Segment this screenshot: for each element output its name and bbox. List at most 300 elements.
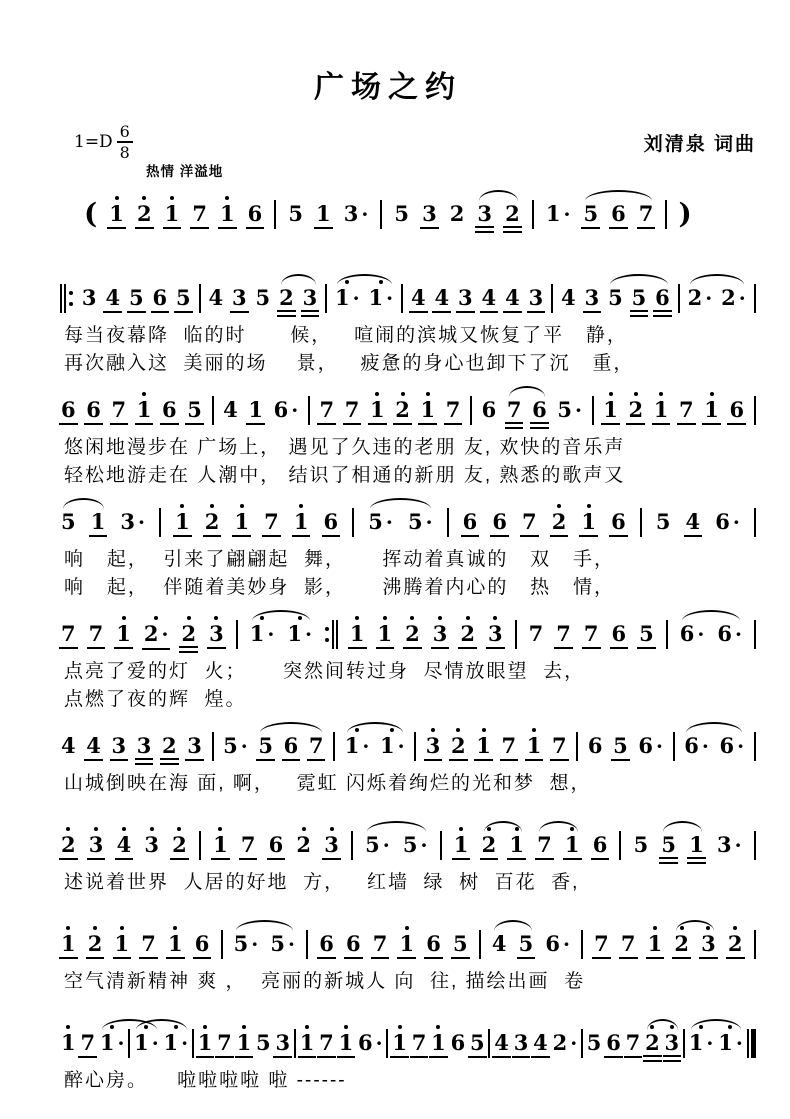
barline <box>221 930 223 959</box>
key-text: 1=D <box>74 132 113 152</box>
system <box>60 502 756 602</box>
note-digit: 5 <box>661 832 677 857</box>
note <box>319 1023 334 1063</box>
note <box>237 1023 252 1063</box>
note <box>241 825 256 865</box>
note-digit: 1 <box>335 285 350 310</box>
repeat-dots <box>69 291 73 306</box>
note-digit: 7 <box>522 509 537 534</box>
lyric-line: 述说着世界 人居的好地 方， 红墙 绿 树 百花 香, <box>64 872 580 893</box>
note <box>411 278 426 318</box>
note-digit: 3 <box>232 285 247 310</box>
barline <box>236 620 238 649</box>
note <box>192 194 207 234</box>
duration-dot: · <box>382 833 390 857</box>
notes-row <box>60 825 756 869</box>
note <box>345 390 360 430</box>
duration-dot: · <box>161 622 169 646</box>
repeat-end-barline <box>324 620 338 649</box>
note-digit: 1 <box>197 1030 213 1055</box>
note <box>153 278 168 318</box>
note <box>612 614 627 654</box>
barline <box>274 200 276 229</box>
barline <box>414 732 416 761</box>
note <box>613 726 628 766</box>
note <box>82 278 97 318</box>
bar-stroke <box>751 1029 756 1058</box>
note-digit: 3 <box>422 201 437 226</box>
note <box>162 726 177 766</box>
note-digit: 2 <box>449 201 465 226</box>
slur-arc <box>494 920 532 931</box>
barline <box>386 1029 388 1058</box>
note-digit: 2 <box>721 285 736 310</box>
note <box>654 390 669 430</box>
barline <box>479 930 481 959</box>
note-digit: 6 <box>450 1030 466 1055</box>
note-digit: 7 <box>344 397 360 422</box>
note-digit: 5 <box>394 201 410 226</box>
note-digit: 4 <box>561 285 576 310</box>
note <box>205 502 220 542</box>
note <box>557 390 582 431</box>
note <box>679 390 694 430</box>
note-digit: 1 <box>249 621 265 646</box>
note <box>593 825 608 865</box>
note <box>120 502 145 543</box>
bar-stroke <box>336 620 338 649</box>
duration-dot: · <box>697 622 705 646</box>
slur-arc <box>663 821 702 832</box>
lyric-line: 每当夜幕降 临的时 候， 喧闹的滨城又恢复了平 静， <box>64 325 628 346</box>
note <box>319 390 334 430</box>
note <box>137 194 152 234</box>
barline <box>532 200 534 229</box>
note <box>584 614 599 654</box>
note-digit: 1 <box>116 621 131 646</box>
note-digit: 6 <box>247 201 263 226</box>
slur-arc <box>281 274 316 285</box>
note-digit: 5 <box>256 1030 271 1055</box>
note <box>109 194 124 234</box>
barline <box>576 732 578 761</box>
barline <box>754 284 756 313</box>
note <box>370 390 385 430</box>
note-digit: 7 <box>240 832 256 857</box>
note-digit: 6 <box>532 397 547 422</box>
note <box>223 726 248 767</box>
note-digit: 6 <box>283 733 299 758</box>
note-digit: 1 <box>369 397 385 422</box>
barline <box>192 1029 194 1058</box>
note-digit: 2 <box>61 832 76 857</box>
note <box>274 390 299 431</box>
barline <box>754 831 756 860</box>
meta-row <box>74 120 756 164</box>
note-digit: 5 <box>270 931 285 956</box>
note-digit: 7 <box>61 621 76 646</box>
note <box>453 924 468 964</box>
duration-dot: · <box>251 932 259 956</box>
note <box>514 1023 529 1063</box>
note <box>626 1023 641 1063</box>
note-digit: 2 <box>395 397 410 422</box>
note-digit: 2 <box>279 285 294 310</box>
barline <box>199 284 201 313</box>
barline <box>306 930 308 959</box>
note-digit: 3 <box>343 201 359 226</box>
note-digit: 1 <box>134 1030 149 1055</box>
note <box>346 924 361 964</box>
note-digit: 6 <box>273 397 289 422</box>
note <box>115 924 130 964</box>
note-digit: 1 <box>379 733 395 758</box>
barline <box>352 508 354 537</box>
barline <box>640 508 642 537</box>
system <box>60 614 756 714</box>
barline <box>380 200 382 229</box>
system <box>60 1023 756 1095</box>
note <box>256 278 271 318</box>
note-digit: 4 <box>86 733 101 758</box>
note <box>552 502 567 542</box>
note-digit: 7 <box>80 1030 96 1055</box>
note-digit: 3 <box>513 1030 529 1055</box>
note <box>88 924 103 964</box>
barline <box>294 1029 296 1058</box>
note-digit: 7 <box>594 931 609 956</box>
note-digit: 2 <box>136 201 152 226</box>
note-digit: 6 <box>61 397 76 422</box>
note-digit: 5 <box>187 397 202 422</box>
note <box>61 924 76 964</box>
barline <box>678 284 680 313</box>
note-digit: 7 <box>501 733 517 758</box>
note-digit: 1 <box>234 509 250 534</box>
note-digit: 1 <box>344 733 360 758</box>
note-digit: 2 <box>505 201 520 226</box>
note-digit: 1 <box>287 621 302 646</box>
note-digit: 4 <box>223 397 238 422</box>
duration-dot: · <box>375 1031 383 1055</box>
note-digit: 1 <box>545 201 561 226</box>
note <box>638 726 663 767</box>
note-digit: 1 <box>136 397 152 422</box>
note-digit: 2 <box>551 509 567 534</box>
note <box>488 614 503 654</box>
duration-dot: · <box>361 202 369 226</box>
note <box>587 1023 602 1063</box>
duration-dot: · <box>151 1031 159 1055</box>
note-digit: 1 <box>248 397 263 422</box>
note-digit: 2 <box>460 621 476 646</box>
note <box>502 726 517 766</box>
lyric-line: 响 起， 引来了翩翩起 舞， 挥动着真诚的 双 手， <box>64 549 616 570</box>
duration-dot: · <box>420 833 428 857</box>
note <box>426 924 441 964</box>
barline <box>754 396 756 425</box>
note-digit: 1 <box>718 1030 733 1055</box>
song-title: 广场之约 <box>314 71 462 104</box>
note-digit: 2 <box>296 832 312 857</box>
duration-dot: · <box>181 1031 189 1055</box>
note-digit: 1 <box>431 1030 446 1055</box>
bar-stroke <box>64 284 66 313</box>
note <box>639 614 654 654</box>
note-digit: 5 <box>223 733 238 758</box>
note <box>80 1023 95 1063</box>
note-digit: 1 <box>704 397 719 422</box>
note-digit: 5 <box>258 733 273 758</box>
repeat-start-barline <box>60 284 74 313</box>
note <box>420 390 435 430</box>
note-digit: 2 <box>451 733 466 758</box>
note-digit: 5 <box>255 285 271 310</box>
duration-dot: · <box>735 622 742 646</box>
note <box>112 726 127 766</box>
note <box>494 1023 509 1063</box>
note-digit: 6 <box>729 397 745 422</box>
notes-row <box>60 726 756 770</box>
note-digit: 6 <box>426 931 441 956</box>
note <box>492 502 507 542</box>
note <box>476 726 491 766</box>
note <box>300 1023 315 1063</box>
note-digit: 6 <box>358 1030 373 1055</box>
note-digit: 7 <box>319 397 335 422</box>
barline <box>683 1029 685 1058</box>
slur-arc <box>252 610 310 621</box>
barline <box>754 930 756 959</box>
barline <box>308 396 310 425</box>
score <box>60 194 756 1095</box>
barline <box>619 831 621 860</box>
note-digit: 5 <box>365 832 380 857</box>
tempo-marking: 热情 洋溢地 <box>146 164 224 179</box>
note-digit: 2 <box>628 397 644 422</box>
slur-arc <box>63 498 104 509</box>
note-digit: 1 <box>476 733 491 758</box>
note-digit: 1 <box>688 1030 704 1055</box>
note <box>527 726 542 766</box>
note <box>648 924 663 964</box>
note-digit: 6 <box>592 832 608 857</box>
slur-arc <box>370 498 431 509</box>
note-digit: 2 <box>405 621 420 646</box>
note-digit: 6 <box>86 397 101 422</box>
lyric-line: 再次融入这 美丽的场 景， 疲惫的身心也卸下了沉 重， <box>64 353 635 374</box>
note <box>454 825 469 865</box>
barline <box>440 831 442 860</box>
slur-arc <box>585 190 652 201</box>
note <box>358 1023 383 1064</box>
note <box>223 390 238 430</box>
note <box>373 924 388 964</box>
barline <box>754 732 756 761</box>
note-digit: 4 <box>61 733 76 758</box>
note-digit: 6 <box>611 621 627 646</box>
note <box>451 726 466 766</box>
note-digit: 6 <box>152 285 168 310</box>
meter-denominator: 8 <box>119 143 130 162</box>
duration-dot: · <box>732 510 740 534</box>
note <box>728 924 743 964</box>
note <box>395 390 410 430</box>
note-digit: 1 <box>213 832 228 857</box>
lyric-line: 响 起， 伴随着美妙身 影， 沸腾着内心的 热 情， <box>64 577 616 598</box>
note <box>208 278 223 318</box>
note <box>176 278 191 318</box>
note <box>392 1023 407 1063</box>
barline <box>488 1029 490 1058</box>
note-digit: 6 <box>323 509 339 534</box>
note-digit: 6 <box>606 1030 621 1055</box>
note-digit: 1 <box>564 832 580 857</box>
note <box>460 614 475 654</box>
note-digit: 1 <box>453 832 469 857</box>
note-digit: 3 <box>528 285 544 310</box>
note <box>234 502 249 542</box>
note <box>165 194 180 234</box>
note-digit: 3 <box>477 201 493 226</box>
duration-dot: · <box>287 932 295 956</box>
barline <box>333 732 335 761</box>
note <box>61 1023 76 1063</box>
note-digit: 7 <box>638 201 654 226</box>
notes-row <box>84 194 692 238</box>
note-digit: 7 <box>552 733 567 758</box>
note-digit: 4 <box>208 285 224 310</box>
note <box>162 390 177 430</box>
note <box>86 390 101 430</box>
barline <box>212 396 214 425</box>
notes-row <box>60 390 756 434</box>
note <box>61 825 76 865</box>
note-digit: 6 <box>715 509 730 534</box>
barline <box>665 200 667 229</box>
note <box>470 1023 485 1063</box>
note-digit: 1 <box>689 832 704 857</box>
lyric-line: 轻松地游走在 人潮中， 结识了相通的新朋 友, 熟悉的歌声又 <box>64 465 626 486</box>
barline <box>128 1029 130 1058</box>
note <box>433 614 448 654</box>
duration-dot: · <box>267 622 275 646</box>
note <box>195 924 210 964</box>
note <box>603 390 618 430</box>
barline <box>351 831 353 860</box>
note-digit: 3 <box>716 832 732 857</box>
note-digit: 6 <box>481 397 497 422</box>
note <box>729 390 744 430</box>
note-digit: 6 <box>545 931 560 956</box>
duration-dot: · <box>362 734 370 758</box>
note-digit: 6 <box>162 397 177 422</box>
note-digit: 7 <box>319 1030 334 1055</box>
note-digit: 5 <box>128 285 144 310</box>
lyric-line: 点燃了夜的辉 煌。 <box>64 689 247 710</box>
note-digit: 1 <box>164 201 180 226</box>
note-digit: 6 <box>611 201 626 226</box>
duration-dot: · <box>397 734 405 758</box>
note <box>61 390 76 430</box>
note-digit: 7 <box>111 397 127 422</box>
notes-row <box>60 502 756 546</box>
barline <box>581 930 583 959</box>
note-digit: 2 <box>143 621 159 646</box>
notes-row <box>60 924 756 968</box>
note <box>451 1023 466 1063</box>
barline <box>754 508 756 537</box>
note-digit: 1 <box>109 201 124 226</box>
note-digit: 1 <box>316 201 331 226</box>
note <box>656 502 671 542</box>
note <box>269 825 284 865</box>
note-digit: 6 <box>268 832 284 857</box>
note-digit: 3 <box>584 285 600 310</box>
note-digit: 1 <box>392 1030 407 1055</box>
note <box>296 825 311 865</box>
slur-arc <box>539 821 578 832</box>
note <box>628 390 643 430</box>
duration-dot: · <box>735 1031 743 1055</box>
note <box>704 390 719 430</box>
note <box>634 825 649 865</box>
note-digit: 4 <box>494 1030 509 1055</box>
slur-arc <box>260 722 322 733</box>
note-digit: 7 <box>445 397 461 422</box>
note-digit: 2 <box>172 832 187 857</box>
note-digit: 1 <box>647 931 663 956</box>
note-digit: 2 <box>162 733 177 758</box>
note <box>482 390 497 430</box>
note-digit: 6 <box>462 509 478 534</box>
slur-arc <box>337 274 392 285</box>
slur-arc <box>686 722 742 733</box>
note <box>137 726 152 766</box>
duration-dot: · <box>386 286 394 310</box>
note <box>86 726 101 766</box>
note <box>588 726 603 766</box>
notes-row <box>60 614 756 658</box>
note <box>168 924 183 964</box>
note-digit: 6 <box>679 621 695 646</box>
note <box>715 502 740 543</box>
barline <box>581 1029 583 1058</box>
note-digit: 1 <box>399 931 415 956</box>
note-digit: 3 <box>187 733 202 758</box>
note-digit: 5 <box>631 285 647 310</box>
barline <box>754 620 756 649</box>
note <box>209 614 224 654</box>
slur-arc <box>682 610 740 621</box>
note-digit: 7 <box>192 201 207 226</box>
barline <box>515 620 517 649</box>
slur-arc <box>484 821 522 832</box>
duration-dot: · <box>737 734 745 758</box>
note-digit: 5 <box>557 397 572 422</box>
note-digit: 4 <box>410 285 426 310</box>
note <box>256 1023 271 1063</box>
lyric-line: 空气清新精神 爽 ， 亮丽的新城人 向 往, 描绘出画 卷 <box>64 971 586 992</box>
duration-dot: · <box>385 510 393 534</box>
note-digit: 2 <box>674 931 690 956</box>
note-digit: 1 <box>349 621 365 646</box>
note <box>172 825 187 865</box>
note <box>116 614 131 654</box>
note <box>522 502 537 542</box>
note <box>232 278 247 318</box>
note-digit: 1 <box>61 1030 76 1055</box>
